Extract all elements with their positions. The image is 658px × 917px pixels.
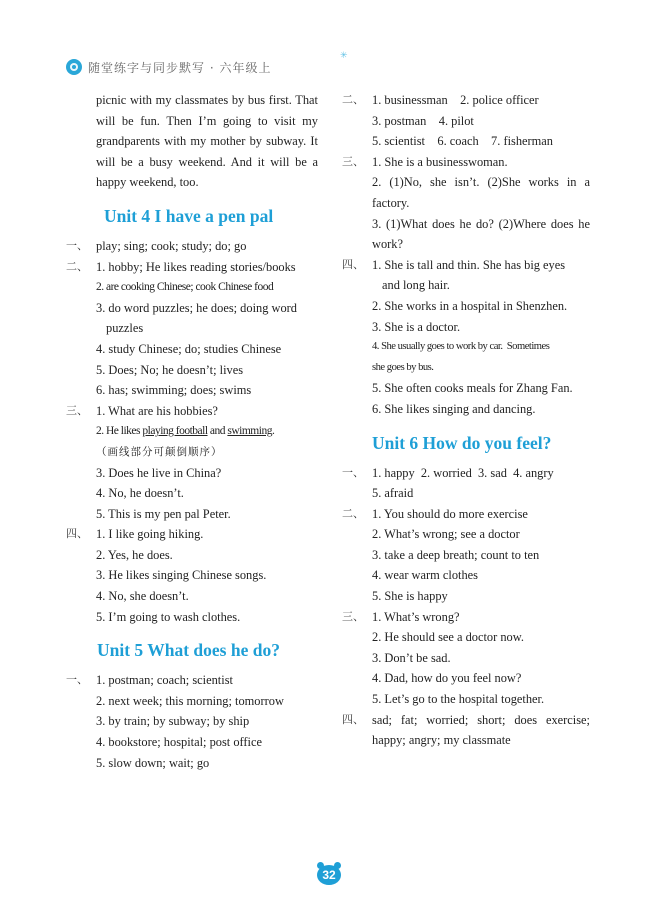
- answer-line: 5. slow down; wait; go: [96, 755, 210, 770]
- unit4-section-1: [66, 236, 318, 257]
- page-number-badge: [315, 862, 343, 888]
- answer-line: 1. I like going hiking.: [96, 527, 204, 542]
- answer-line: 1. She is a businesswoman.: [372, 154, 508, 169]
- snowflake-logo-icon: [66, 59, 82, 75]
- unit6-title: Unit 6 How do you feel?: [372, 432, 552, 453]
- answer-line: 1. happy 2. worried 3. sad 4. angry: [372, 465, 554, 480]
- unit5-section-2: [342, 90, 590, 111]
- right-column: [342, 90, 590, 751]
- section-marker: 三、: [66, 403, 88, 417]
- answer-line: 5. Let’s go to the hospital together.: [372, 692, 545, 707]
- answer-line: 3. do word puzzles; he does; doing word: [96, 300, 297, 315]
- text-fragment: 2. He likes: [96, 425, 143, 438]
- unit6-section-1: [342, 463, 590, 484]
- intro-paragraph: picnic with my classmates by bus first. That will be fun. Then I’m going to visit my grandparents with my mother by subway. It will be a busy weekend. And it will be a happy weekend, too.: [96, 93, 318, 190]
- unit4-section-2: [66, 257, 318, 278]
- answer-line: 4. No, she doesn’t.: [96, 589, 189, 604]
- page-number: 32: [317, 865, 341, 885]
- answer-line: 3. She is a doctor.: [372, 319, 461, 334]
- unit5-section-3: [342, 152, 590, 173]
- answer-line: 5. scientist 6. coach 7. fisherman: [372, 134, 553, 149]
- unit6-section-2: [342, 504, 590, 525]
- answer-line: 5. She often cooks meals for Zhang Fan.: [372, 381, 573, 396]
- answer-line: 3. (1)What does he do? (2)Where does he work?: [372, 216, 590, 252]
- section-marker: 三、: [342, 154, 364, 168]
- unit5-section-1: [66, 670, 318, 691]
- answer-line: 5. Does; No; he doesn’t; lives: [96, 362, 244, 377]
- page-header: [66, 50, 348, 76]
- answer-line: 5. I’m going to wash clothes.: [96, 609, 241, 624]
- answer-line: 2. He should see a doctor now.: [372, 630, 524, 645]
- section-marker: 一、: [66, 238, 88, 252]
- answer-line: 4. She usually goes to work by car. Sometimes: [372, 341, 550, 353]
- answer-line: 5. This is my pen pal Peter.: [96, 506, 231, 521]
- answer-line: 1. What’s wrong?: [372, 609, 460, 624]
- answer-line: 3. Don’t be sad.: [372, 650, 451, 665]
- answer-line: 1. postman; coach; scientist: [96, 673, 233, 688]
- answer-line: and long hair.: [382, 278, 450, 293]
- section-marker: 二、: [342, 93, 364, 106]
- answer-line: she goes by bus.: [372, 361, 434, 373]
- answer-line: 6. has; swimming; does; swims: [96, 383, 252, 398]
- left-column: [66, 90, 318, 773]
- section-marker: 二、: [66, 259, 88, 273]
- answer-line: 2. She works in a hospital in Shenzhen.: [372, 298, 568, 313]
- unit5-title: Unit 5 What does he do?: [97, 640, 280, 661]
- section-marker: 四、: [342, 712, 364, 726]
- answer-line: 3. by train; by subway; by ship: [96, 714, 250, 729]
- answer-line: 4. No, he doesn’t.: [96, 486, 184, 501]
- section-marker: 一、: [342, 465, 364, 479]
- answer-line: 1. hobby; He likes reading stories/books: [96, 259, 296, 274]
- answer-line: 4. bookstore; hospital; post office: [96, 735, 262, 750]
- section-marker: 三、: [342, 609, 364, 623]
- text-fragment: and: [207, 425, 228, 438]
- answer-line-underlined: [66, 421, 318, 442]
- answer-line: 1. businessman 2. police officer: [372, 93, 539, 107]
- answer-line: puzzles: [106, 321, 144, 336]
- answer-line: 6. She likes singing and dancing.: [372, 401, 536, 416]
- underlined-phrase: playing football: [142, 425, 208, 438]
- underlined-phrase: swimming: [227, 425, 272, 438]
- star-decoration-icon: ✳: [340, 50, 348, 60]
- unit6-section-3: [342, 607, 590, 628]
- text-fragment: .: [271, 425, 275, 438]
- answer-line: 5. She is happy: [372, 589, 448, 604]
- answer-line: sad; fat; worried; short; does exercise; happy; angry; my classmate: [372, 712, 590, 748]
- section-marker: 二、: [342, 506, 364, 520]
- unit4-section-4: [66, 524, 318, 545]
- answer-line: 3. He likes singing Chinese songs.: [96, 568, 267, 583]
- answer-line: 2. are cooking Chinese; cook Chinese food: [96, 281, 274, 294]
- answer-line: 1. She is tall and thin. She has big eyes: [372, 257, 566, 272]
- answer-line: 2. (1)No, she isn’t. (2)She works in a factory.: [372, 175, 590, 210]
- unit6-section-4: [342, 710, 590, 751]
- answer-line: 1. You should do more exercise: [372, 506, 528, 521]
- unit4-section-3: [66, 401, 318, 422]
- answer-line: 5. afraid: [372, 486, 414, 501]
- header-title: 随堂练字与同步默写 · 六年级上: [88, 60, 272, 75]
- answer-line: 2. What’s wrong; see a doctor: [372, 527, 520, 542]
- section-marker: 一、: [66, 673, 88, 687]
- answer-line: 4. study Chinese; do; studies Chinese: [96, 341, 282, 356]
- unit4-title: Unit 4 I have a pen pal: [104, 205, 274, 226]
- section-marker: 四、: [342, 257, 364, 271]
- answer-line: 1. What are his hobbies?: [96, 403, 218, 418]
- answer-line: play; sing; cook; study; do; go: [96, 238, 247, 253]
- answer-line: 4. Dad, how do you feel now?: [372, 671, 522, 686]
- section-marker: 四、: [66, 527, 88, 541]
- answer-line: 3. Does he live in China?: [96, 465, 222, 480]
- answer-line: 4. wear warm clothes: [372, 568, 478, 583]
- note-line: （画线部分可颠倒顺序）: [96, 445, 223, 458]
- answer-line: 3. take a deep breath; count to ten: [372, 547, 540, 562]
- answer-line: 2. Yes, he does.: [96, 547, 173, 562]
- answer-line: 2. next week; this morning; tomorrow: [96, 693, 284, 708]
- answer-line: 3. postman 4. pilot: [372, 113, 474, 128]
- unit5-section-4: [342, 255, 590, 276]
